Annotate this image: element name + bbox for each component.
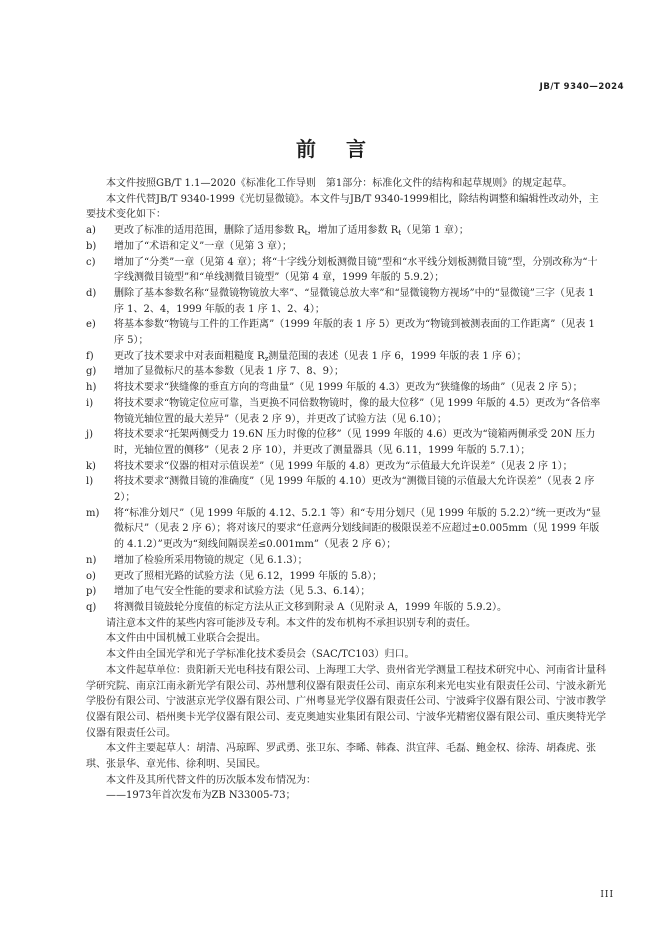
change-item-q: [86, 600, 606, 616]
change-item-n: [86, 553, 606, 569]
item-text: （见第 1 章）；: [401, 225, 469, 237]
item-text: 删除了基本参数名称“显微镜物镜放大率”、“显微镜总放大率”和“显微镜物方视场”中的“显微镜”三字（见表 1 序 1、2、4，1999 年版的表 1 序 1、2、4）；: [114, 287, 595, 315]
subscript: t: [398, 229, 402, 238]
item-text: 将“标准分划尺”（见 1999 年版的 4.12、5.2.1 等）和“专用分划尺（见 1999 年版的 5.2.2）”统一更改为“显微标尺”（见表 2 序 6）；将对该尺的要求“任意两分划线间距的极限误差不应超过±0.005mm（见 1999 年版的 4.1.2）”更改为“刻线间隔误差≤0.001mm”（见表 2 序 6）；: [114, 507, 601, 551]
change-item-g: [86, 364, 606, 380]
item-text: 将技术要求“狭缝像的垂直方向的弯曲量”（见 1999 年版的 4.3）更改为“狭缝像的场曲”（见表 2 序 5）；: [114, 382, 583, 394]
item-label: b): [86, 240, 97, 252]
item-label: a): [86, 225, 96, 237]
item-text: 将技术要求“物镜定位应可靠，当更换不同倍数物镜时，像的最大位移”（见 1999 年版的 4.5）更改为“各倍率物镜光轴位置的最大差异”（见表 2 序 9），并更改了试验方法（见 6.10）；: [114, 397, 601, 425]
change-item-i: [86, 396, 606, 427]
page-number: III: [600, 890, 614, 900]
item-text: 更改了技术要求中对表面粗糙度 R: [114, 350, 265, 362]
item-text: 增加了“分类”一章（见第 4 章）；将“十字线分划板测微目镜”型和“水平线分划板测微目镜”型，分别改称为“十字线测微目镜型”和“单线测微目镜型”（见第 4 章，1999 年版的 5.9.2）；: [114, 256, 598, 284]
standard-number: JB/T 9340—2024: [539, 82, 624, 92]
change-item-o: [86, 569, 606, 585]
item-text: 测量范围的表述（见表 1 序 6，1999 年版的表 1 序 6）；: [268, 350, 527, 362]
version-history-item: ——1973年首次发布为ZB N33005-73；: [106, 790, 296, 802]
technical-committee: 本文件由全国光学和光子学标准化技术委员会（SAC/TC103）归口。: [106, 649, 415, 661]
item-text: 更改了照相光路的试验方法（见 6.12，1999 年版的 5.8）；: [114, 570, 383, 582]
item-text: 更改了标准的适用范围，删除了适用参数 R: [114, 225, 305, 237]
change-item-a: [86, 223, 606, 239]
change-item-h: [86, 380, 606, 396]
item-text: 将技术要求“仪器的相对示值误差”（见 1999 年版的 4.8）更改为“示值最大允许误差”（见表 2 序 1）；: [114, 460, 573, 472]
item-text: 增加了“术语和定义”一章（见第 3 章）；: [114, 240, 292, 252]
proposer-statement: 本文件由中国机械工业联合会提出。: [106, 633, 266, 645]
item-label: j): [86, 429, 94, 441]
item-label: k): [86, 460, 96, 472]
item-label: f): [86, 350, 94, 362]
item-label: n): [86, 554, 97, 566]
item-label: g): [86, 366, 97, 378]
change-item-m: [86, 506, 606, 553]
change-item-f: [86, 349, 606, 365]
change-item-l: [86, 474, 606, 505]
item-label: i): [86, 397, 94, 409]
item-text: 将测微目镜鼓轮分度值的标定方法从正文移到附录 A（见附录 A，1999 年版的 5.9.2）。: [114, 601, 508, 613]
change-item-j: [86, 427, 606, 458]
drafting-units: 本文件起草单位：贵阳新天光电科技有限公司、上海理工大学、贵州省光学测量工程技术研究中心、河南省计量科学研究院、南京江南永新光学有限公司、苏州慧利仪器有限责任公司、南京东利来光电实业有限责任公司、宁波永新光学股份有限公司、宁波湛京光学仪器有限公司、广州粤显光学仪器有限责任公司、宁波舜宇仪器有限公司、宁波市教学仪器有限公司、梧州奥卡光学仪器有限公司、麦克奥迪实业集团有限公司、宁波华光精密仪器有限公司、重庆奥特光学仪器有限责任公司。: [86, 664, 606, 739]
item-label: m): [86, 507, 100, 519]
page-title: 前言: [296, 137, 396, 161]
item-text: 增加了检验所采用物镜的规定（见 6.1.3）；: [114, 554, 308, 566]
replacement-paragraph: 本文件代替JB/T 9340-1999《光切显微镜》。本文件与JB/T 9340-1999相比，除结构调整和编辑性改动外，主要技术变化如下：: [86, 193, 599, 221]
change-item-b: [86, 239, 606, 255]
intro-paragraph: 本文件按照GB/T 1.1—2020《标准化工作导则 第1部分：标准化文件的结构和起草规则》的规定起草。: [106, 178, 573, 189]
item-label: e): [86, 319, 96, 331]
subscript: z: [264, 354, 269, 363]
change-item-p: [86, 584, 606, 600]
drafters: 本文件主要起草人：胡清、冯琼晖、罗武勇、张卫东、李晞、韩森、洪宜萍、毛磊、鲍金权、徐涛、胡森虎、张琪、张景华、章光伟、徐利明、吴国民。: [86, 743, 596, 771]
patent-notice: 请注意本文件的某些内容可能涉及专利。本文件的发布机构不承担识别专利的责任。: [106, 617, 476, 629]
item-label: p): [86, 586, 97, 598]
change-item-d: [86, 286, 606, 317]
item-text: 将技术要求“测微目镜的准确度”（见 1999 年版的 4.10）更改为“测微目镜的示值最大允许误差”（见表 2 序 2）；: [114, 476, 595, 504]
item-text: 增加了显微标尺的基本参数（见表 1 序 7、8、9）；: [114, 366, 344, 378]
item-text: 将基本参数“物镜与工件的工作距离”（1999 年版的表 1 序 5）更改为“物镜到被测表面的工作距离”（见表 1 序 5）；: [114, 319, 595, 347]
item-label: h): [86, 382, 97, 394]
subscript: t: [304, 229, 308, 238]
foreword-body: [86, 176, 606, 804]
version-history-intro: 本文件及其所代替文件的历次版本发布情况为：: [106, 774, 316, 786]
item-label: d): [86, 287, 97, 299]
item-label: q): [86, 601, 97, 613]
change-item-k: [86, 459, 606, 475]
item-label: o): [86, 570, 96, 582]
change-item-e: [86, 317, 606, 348]
item-text: 增加了电气安全性能的要求和试验方法（见 5.3、6.14）；: [114, 586, 371, 598]
change-item-c: [86, 255, 606, 286]
item-label: c): [86, 256, 96, 268]
item-text: ，增加了适用参数 R: [307, 225, 399, 237]
item-label: l): [86, 476, 94, 488]
item-text: 将技术要求“托架两侧受力 19.6N 压力时像的位移”（见 1999 年版的 4.6）更改为“镜箱两侧承受 20N 压力时，光轴位置的侧移”（见表 2 序 10），并更改了测量器具（见 6.11，1999 年版的 5.7.1）；: [114, 429, 596, 456]
